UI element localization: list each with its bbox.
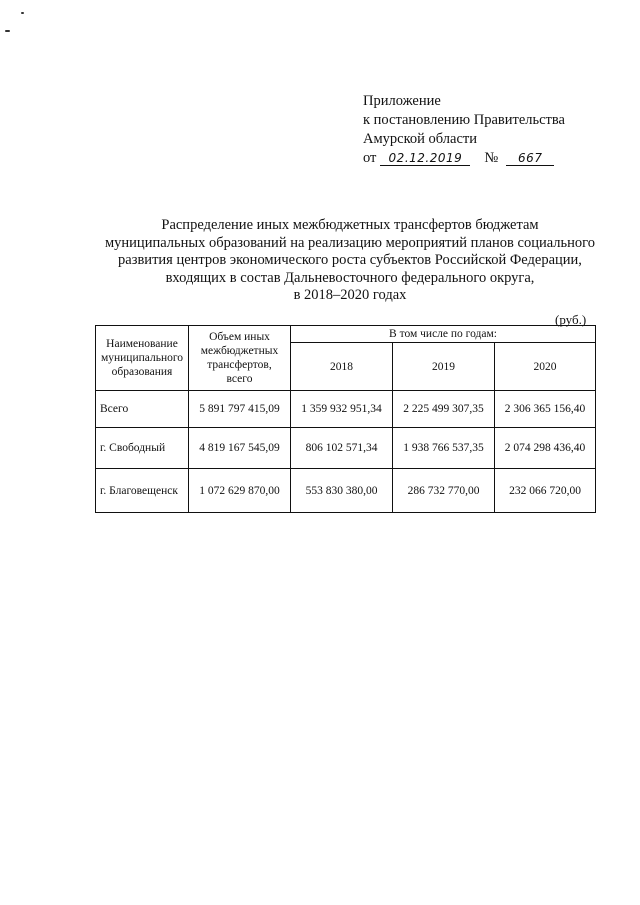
row-2018: 553 830 380,00 [291, 469, 393, 513]
row-2018: 806 102 571,34 [291, 428, 393, 469]
handwritten-number: 667 [506, 151, 554, 166]
header-year-2020: 2020 [495, 343, 596, 391]
header-total-line-4: всего [226, 373, 253, 385]
appendix-date-line [363, 149, 565, 168]
document-title [60, 217, 640, 305]
header-year-2018: 2018 [291, 343, 393, 391]
row-2020: 232 066 720,00 [495, 469, 596, 513]
row-total: 4 819 167 545,09 [189, 428, 291, 469]
number-label: № [484, 150, 499, 166]
header-row-top [96, 326, 596, 343]
header-name-line-3: образования [111, 366, 173, 378]
table-row [96, 391, 596, 428]
title-line-5: в 2018–2020 годах [293, 287, 407, 304]
title-line-1: Распределение иных межбюджетных трансфертов бюджетам [161, 217, 539, 233]
row-total: 5 891 797 415,09 [189, 391, 291, 428]
date-prefix: от [363, 150, 377, 166]
row-total: 1 072 629 870,00 [189, 469, 291, 513]
row-name: г. Свободный [96, 428, 189, 469]
row-name: Всего [96, 391, 189, 428]
appendix-line-1: Приложение [363, 93, 441, 109]
table-row [96, 428, 596, 469]
header-total-line-3: трансфертов, [207, 359, 272, 371]
table-row [96, 469, 596, 513]
row-2020: 2 074 298 436,40 [495, 428, 596, 469]
row-name: г. Благовещенск [96, 469, 189, 513]
currency-unit: (руб.) [555, 312, 587, 327]
header-name-line-2: муниципального [100, 352, 184, 364]
row-2018: 1 359 932 951,34 [291, 391, 393, 428]
header-total-cell [189, 326, 291, 391]
scan-speck [5, 30, 10, 32]
row-2019: 2 225 499 307,35 [393, 391, 495, 428]
handwritten-date: 02.12.2019 [380, 151, 470, 166]
row-2020: 2 306 365 156,40 [495, 391, 596, 428]
row-2019: 1 938 766 537,35 [393, 428, 495, 469]
header-total-line-2: межбюджетных [200, 345, 279, 357]
appendix-line-3: Амурской области [363, 131, 477, 147]
transfers-table [95, 325, 596, 513]
title-line-3: развития центров экономического роста субъектов Российской Федерации, [118, 252, 582, 269]
title-line-4: входящих в состав Дальневосточного федерального округа, [165, 269, 535, 286]
appendix-line-2: к постановлению Правительства [363, 112, 565, 128]
appendix-block [363, 92, 565, 168]
header-by-years: В том числе по годам: [291, 326, 596, 343]
title-line-2: муниципальных образований на реализацию мероприятий планов социального [104, 234, 595, 251]
header-total-line-1: Объем иных [209, 331, 270, 343]
header-name-line-1: Наименование [106, 338, 178, 350]
row-2019: 286 732 770,00 [393, 469, 495, 513]
header-year-2019: 2019 [393, 343, 495, 391]
header-name-cell [96, 326, 189, 391]
scan-speck [21, 12, 24, 14]
